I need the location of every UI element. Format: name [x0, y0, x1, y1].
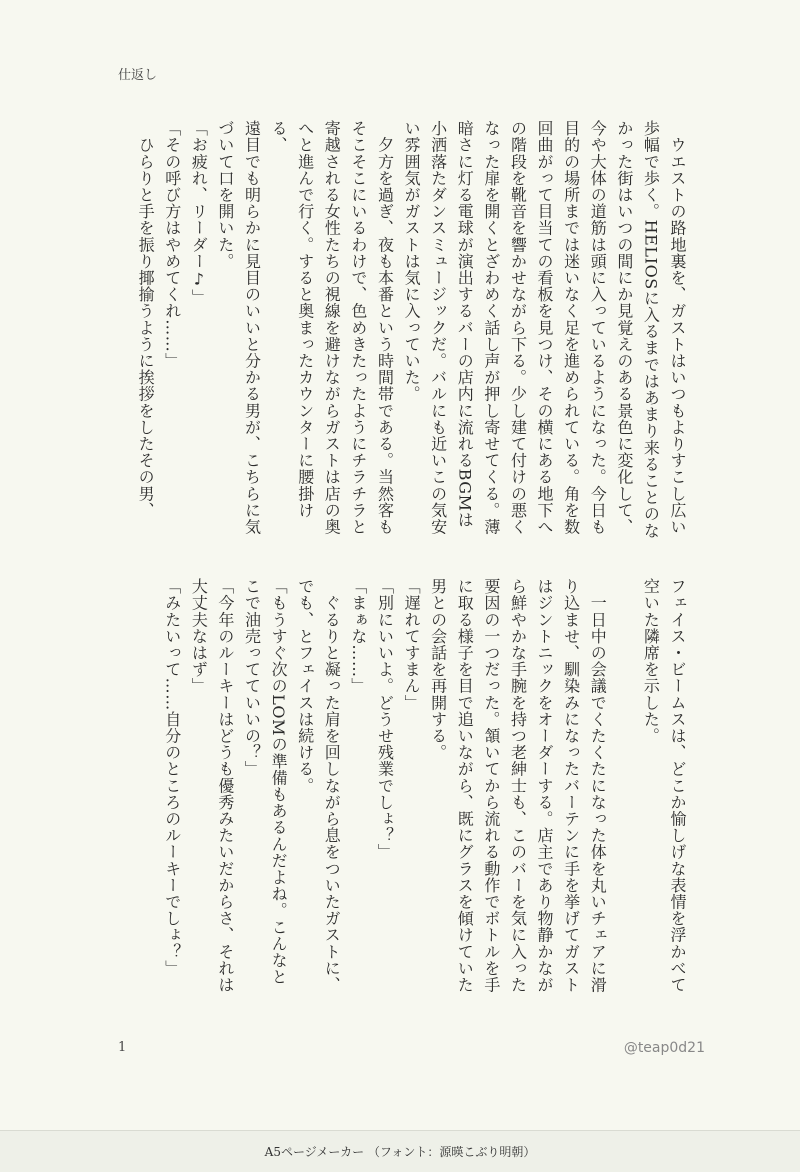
text-line: り込ませ、馴染みになったバーテンに手を挙げてガスト	[561, 578, 581, 993]
text-line: ひらりと手を振り揶揄うように挨拶をしたその男、	[136, 120, 156, 519]
text-line: い雰囲気がガストは気に入っていた。	[402, 120, 422, 403]
text-line: 「まぁな……」	[348, 578, 368, 695]
text-line: 目的の場所までは迷いなく足を進められている。角を数	[561, 120, 581, 535]
text-line: の階段を靴音を響かせながら下る。少し建て付けの悪く	[508, 120, 528, 535]
text-line: 「遅れてすまん」	[402, 578, 422, 711]
text-line: 遠目でも明らかに見目のいいと分かる男が、こちらに気	[242, 120, 262, 535]
text-line: ら鮮やかな手腕を持つ老紳士も、このバーを気に入った	[508, 578, 528, 993]
text-line: ウエストの路地裏を、ガストはいつもよりすこし広い	[668, 120, 687, 535]
generator-label: A5ページメーカー （フォント：源暎こぶり明朝）	[264, 1145, 536, 1159]
text-line: へと進んで行く。すると奥まったカウンターに腰掛ける、	[269, 120, 315, 519]
text-line: 大丈夫なはず」	[189, 578, 209, 695]
text-line: 夕方を過ぎ、夜も本番という時間帯である。当然客も	[375, 120, 395, 535]
running-title: 仕返し	[118, 68, 158, 83]
text-line: そこそこにいるわけで、色めきたったようにチラチラと	[348, 120, 368, 535]
text-block-top	[118, 120, 690, 540]
text-line: 「お疲れ、リーダー♪」	[189, 120, 209, 306]
text-line: なった扉を開くとざわめく話し声が押し寄せてくる。薄	[481, 120, 501, 535]
text-line: に取る様子を目で追いながら、既にグラスを傾けていた	[455, 578, 475, 993]
text-block-bottom	[118, 578, 690, 998]
text-line: はジントニックをオーダーする。店主であり物静かなが	[535, 578, 555, 993]
text-line: 「別にいいよ。どうせ残業でしょ？」	[375, 578, 395, 861]
generator-footer	[0, 1130, 800, 1172]
text-line: 「みたいって……自分のところのルーキーでしょ？」	[162, 578, 182, 977]
text-line: 一日中の会議でくたくたになった体を丸いチェアに滑	[588, 578, 608, 993]
text-line: 「もうすぐ次のLOMの準備もあるんだよね。こんなと	[269, 578, 289, 986]
text-line: 要因の一つだった。頷いてから流れる動作でボトルを手	[481, 578, 501, 993]
text-line: フェイス・ビームスは、どこか愉しげな表情を浮かべて	[668, 578, 687, 993]
text-line: でも、とフェイスは続ける。	[295, 578, 315, 794]
text-line: ぐるりと凝った肩を回しながら息をついたガストに、	[322, 578, 342, 993]
text-line: 暗さに灯る電球が演出するバーの店内に流れるBGMは	[455, 120, 475, 529]
text-line: こで油売ってていいの？」	[242, 578, 262, 778]
text-line: 「その呼び方はやめてくれ……」	[162, 120, 182, 369]
text-line: 歩幅で歩く。HELIOSに入るまではあまり来ることのな	[641, 120, 661, 539]
blank-line	[610, 578, 637, 998]
page-number: 1	[118, 1040, 127, 1055]
text-line: かった街はいつの間にか見覚えのある景色に変化して、	[614, 120, 634, 535]
text-line: 男との会話を再開する。	[428, 578, 448, 761]
text-line: 「今年のルーキーはどうも優秀みたいだからさ、それは	[215, 578, 235, 993]
text-line: づいて口を開いた。	[215, 120, 235, 270]
text-line: 寄越される女性たちの視線を避けながらガストは店の奥	[322, 120, 342, 535]
text-line: 今や大体の道筋は頭に入っているようになった。今日も	[588, 120, 608, 535]
text-line: 空いた隣席を示した。	[641, 578, 661, 744]
text-line: 回曲がって目当ての看板を見つけ、その横にある地下へ	[535, 120, 555, 535]
text-line: 小洒落たダンスミュージックだ。バルにも近いこの気安	[428, 120, 448, 535]
author-credit: @teap0d21	[623, 1040, 705, 1056]
